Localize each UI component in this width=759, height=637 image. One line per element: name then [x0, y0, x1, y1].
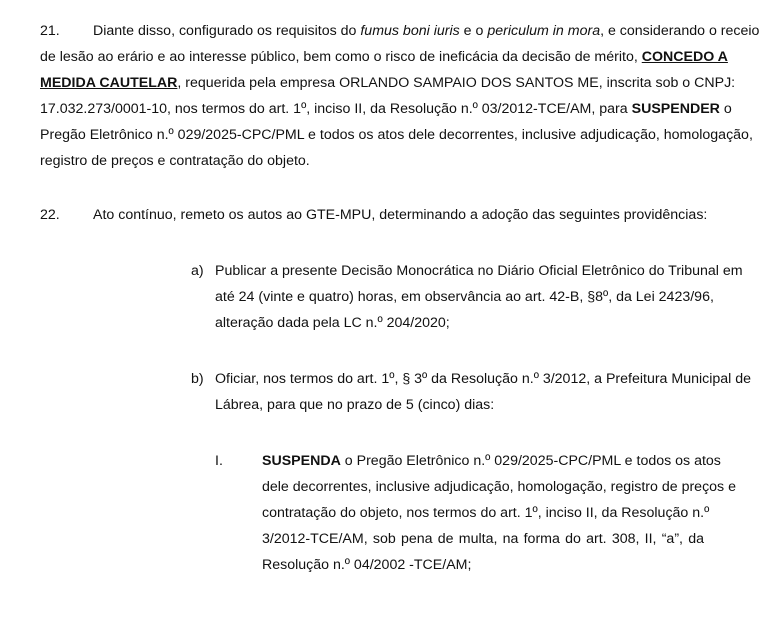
item-line: dele decorrentes, inclusive adjudicação, homologação, registro de preços e [262, 479, 736, 495]
paragraph-line: de lesão ao erário e ao interesse público, bem como o risco de ineficácia da decisão de mérito, CONCEDO A [40, 49, 728, 65]
paragraph-line: MEDIDA CAUTELAR, requerida pela empresa ORLANDO SAMPAIO DOS SANTOS ME, inscrita sob o CNPJ: [40, 75, 736, 91]
item-line: 3/2012-TCE/AM, sob pena de multa, na forma do art. 308, II, “a”, da [262, 531, 704, 547]
item-label: b) [191, 371, 204, 387]
paragraph-number: 22. [40, 207, 60, 223]
item-line: Publicar a presente Decisão Monocrática no Diário Oficial Eletrônico do Tribunal em [215, 263, 743, 279]
paragraph-line: Ato contínuo, remeto os autos ao GTE-MPU, determinando a adoção das seguintes providências: [93, 207, 708, 223]
paragraph-line: registro de preços e contratação do objeto. [40, 153, 310, 169]
paragraph-number: 21. [40, 23, 60, 39]
item-label: a) [191, 263, 204, 279]
item-line: SUSPENDA o Pregão Eletrônico n.º 029/2025-CPC/PML e todos os atos [262, 453, 721, 469]
item-line: contratação do objeto, nos termos do art. 1º, inciso II, da Resolução n.º [262, 505, 710, 521]
paragraph-line: Pregão Eletrônico n.º 029/2025-CPC/PML e todos os atos dele decorrentes, inclusive adjudicação, homologação, [40, 127, 753, 143]
item-line: Lábrea, para que no prazo de 5 (cinco) dias: [215, 397, 495, 413]
paragraph-line: Diante disso, configurado os requisitos do fumus boni iuris e o periculum in mora, e considerando o receio [93, 23, 759, 39]
item-label: I. [215, 453, 223, 469]
item-line: alteração dada pela LC n.º 204/2020; [215, 315, 450, 331]
item-line: Oficiar, nos termos do art. 1º, § 3º da Resolução n.º 3/2012, a Prefeitura Municipal de [215, 371, 752, 387]
paragraph-line: 17.032.273/0001-10, nos termos do art. 1º, inciso II, da Resolução n.º 03/2012-TCE/AM, para SUSPENDER o [40, 101, 732, 117]
item-line: até 24 (vinte e quatro) horas, em observância ao art. 42-B, §8º, da Lei 2423/96, [215, 289, 714, 305]
item-line: Resolução n.º 04/2002 -TCE/AM; [262, 557, 472, 573]
